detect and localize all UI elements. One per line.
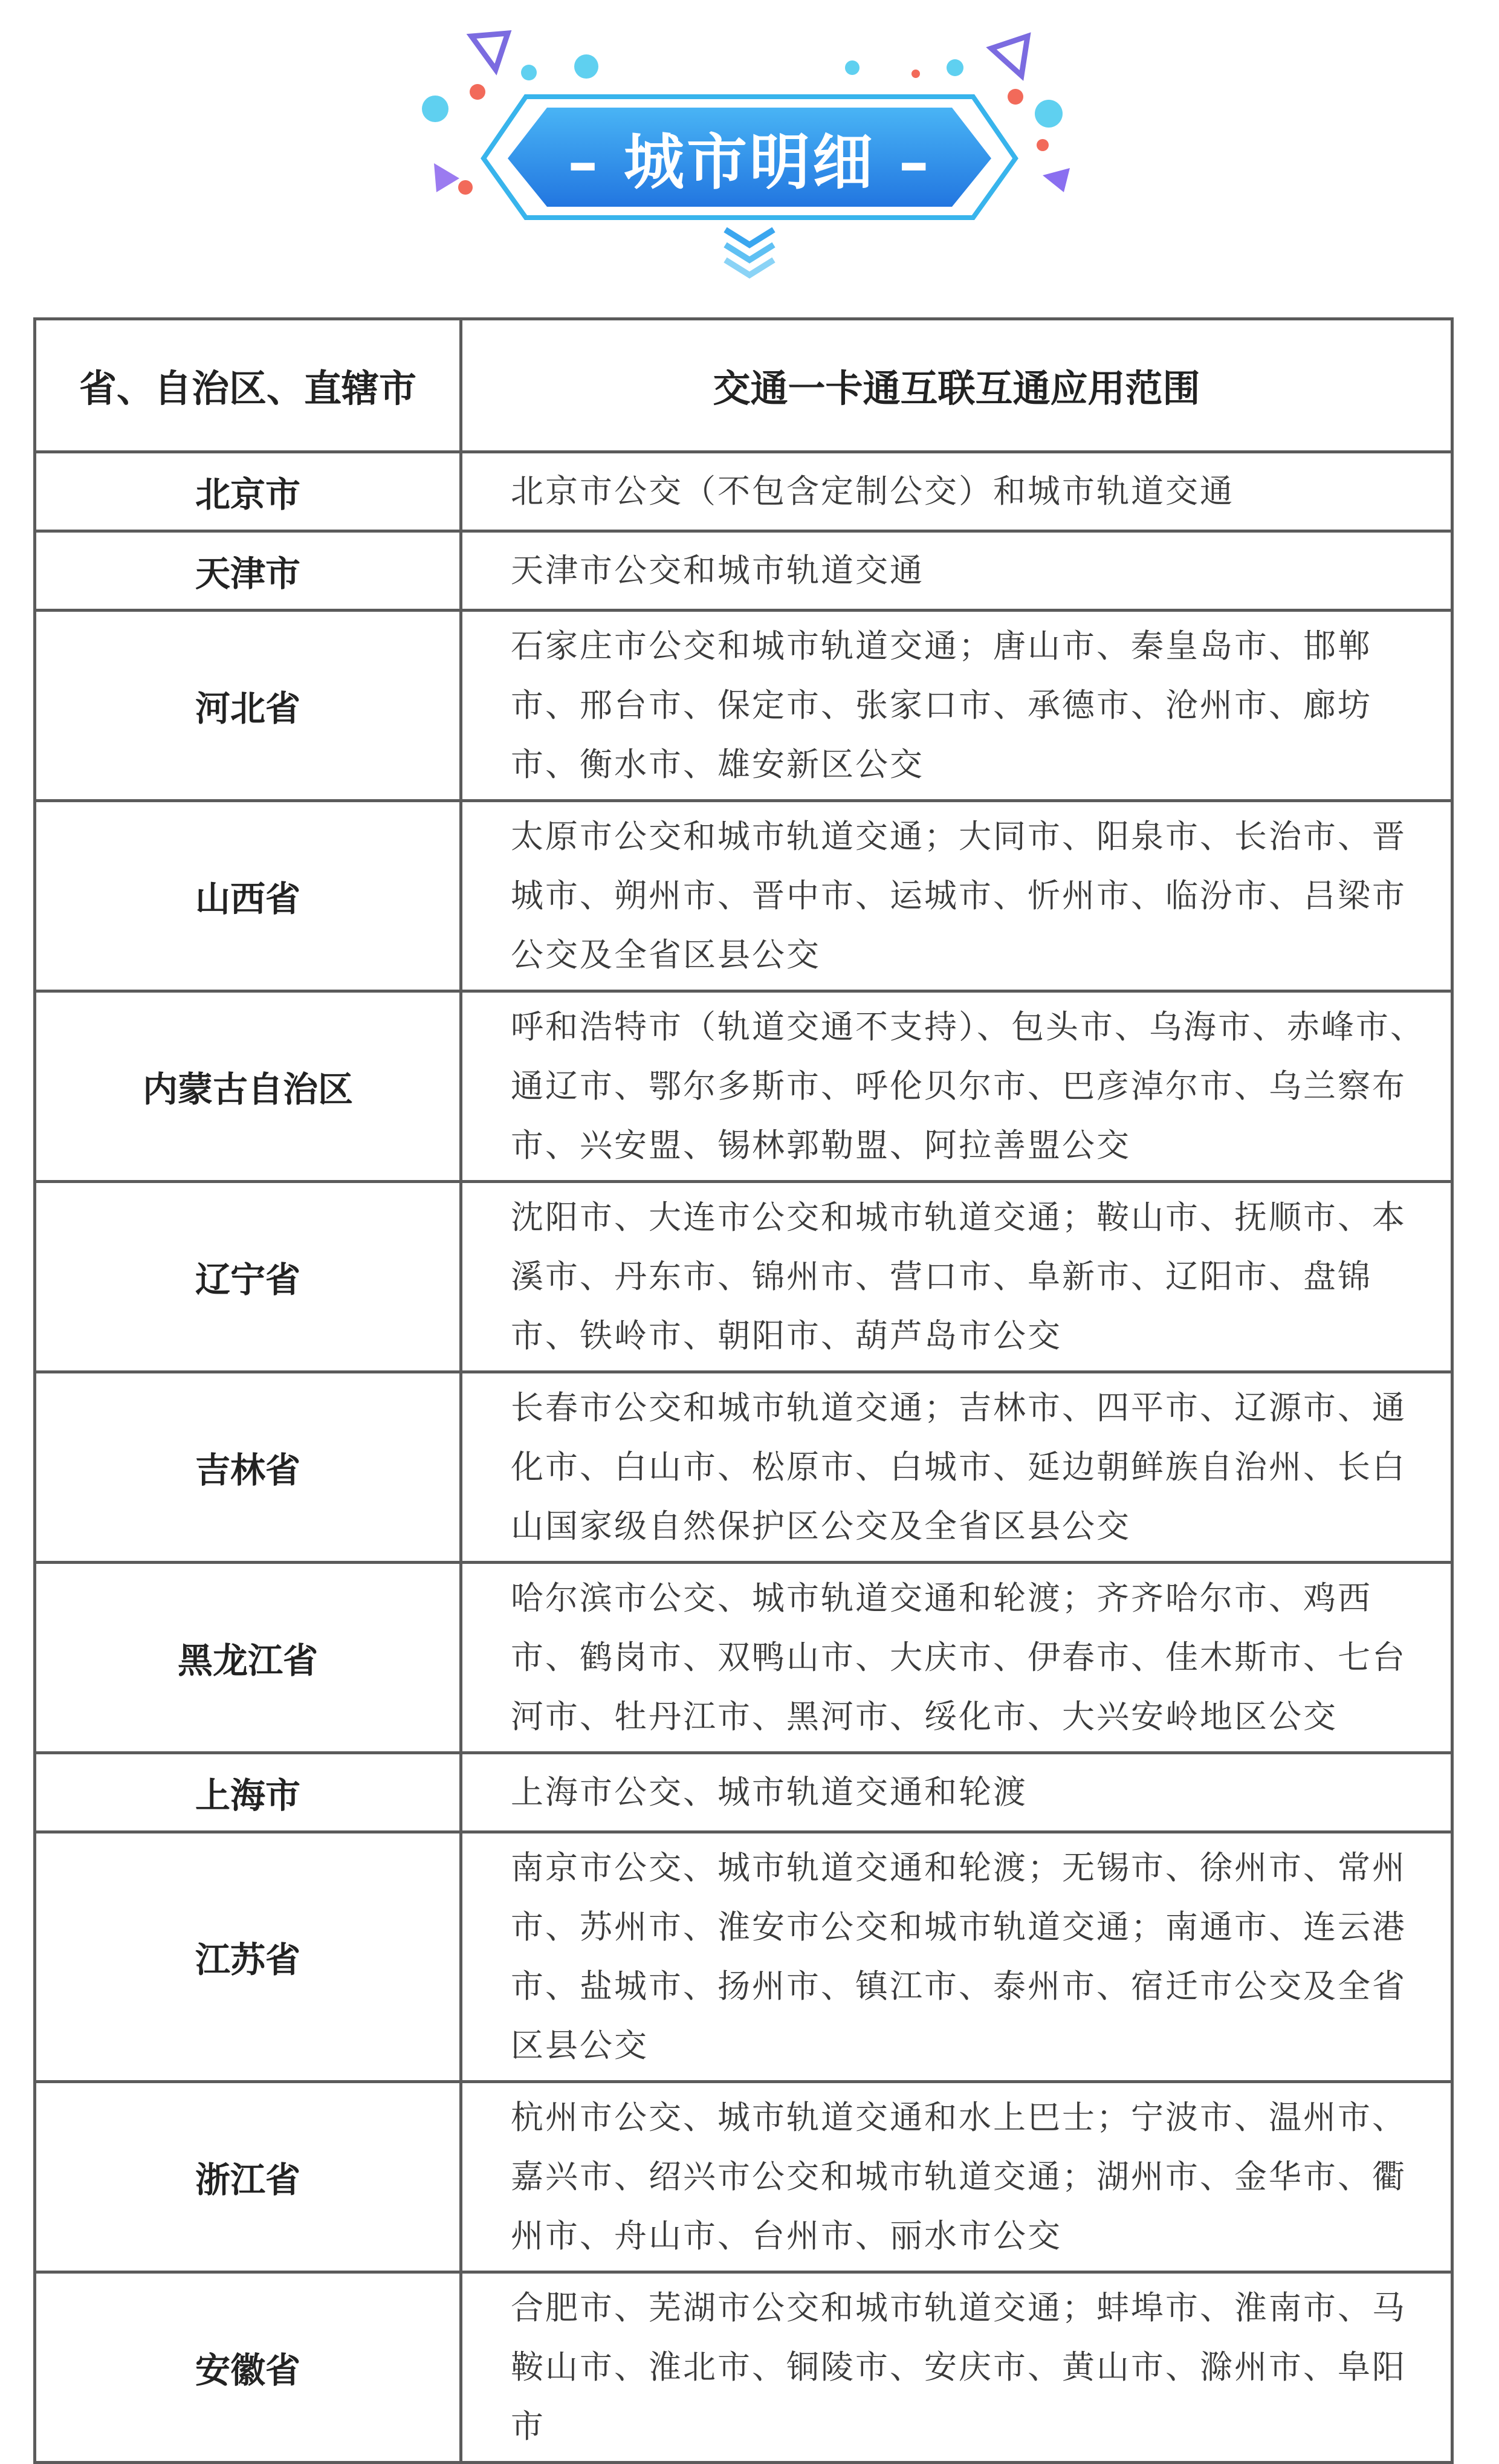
city-detail-table: [33, 317, 1454, 2464]
scope-cell: 呼和浩特市（轨道交通不支持）、包头市、乌海市、赤峰市、通辽市、鄂尔多斯市、呼伦贝尔市、巴彦淖尔市、乌兰察布市、兴安盟、锡林郭勒盟、阿拉善盟公交: [461, 991, 1452, 1182]
province-cell: 天津市: [35, 531, 461, 611]
table-row: [35, 1182, 1452, 1372]
dot-decoration-icon: [458, 180, 473, 195]
province-cell: 辽宁省: [35, 1182, 461, 1372]
province-cell: 黑龙江省: [35, 1563, 461, 1753]
scope-cell: 沈阳市、大连市公交和城市轨道交通；鞍山市、抚顺市、本溪市、丹东市、锦州市、营口市、阜新市、辽阳市、盘锦市、铁岭市、朝阳市、葫芦岛市公交: [461, 1182, 1452, 1372]
province-cell: 北京市: [35, 452, 461, 531]
table-row: [35, 452, 1452, 531]
dot-decoration-icon: [470, 84, 485, 100]
table-row: [35, 2082, 1452, 2272]
triangle-decoration-icon: [991, 36, 1028, 76]
table-row: [35, 991, 1452, 1182]
dot-decoration-icon: [1037, 139, 1049, 151]
dot-decoration-icon: [1008, 89, 1023, 105]
scope-cell: 长春市公交和城市轨道交通；吉林市、四平市、辽源市、通化市、白山市、松原市、白城市、延边朝鲜族自治州、长白山国家级自然保护区公交及全省区县公交: [461, 1372, 1452, 1563]
header-scope: 交通一卡通互联互通应用范围: [461, 319, 1452, 452]
table-row: [35, 1832, 1452, 2082]
dot-decoration-icon: [845, 60, 860, 75]
section-banner: [0, 0, 1499, 302]
table-row: [35, 611, 1452, 801]
scope-cell: 南京市公交、城市轨道交通和轮渡；无锡市、徐州市、常州市、苏州市、淮安市公交和城市轨道交通；南通市、连云港市、盐城市、扬州市、镇江市、泰州市、宿迁市公交及全省区县公交: [461, 1832, 1452, 2082]
province-cell: 内蒙古自治区: [35, 991, 461, 1182]
table-header-row: [35, 319, 1452, 452]
banner-title: – 城市明细 –: [568, 127, 931, 198]
province-cell: 吉林省: [35, 1372, 461, 1563]
province-cell: 山西省: [35, 801, 461, 991]
scope-cell: 合肥市、芜湖市公交和城市轨道交通；蚌埠市、淮南市、马鞍山市、淮北市、铜陵市、安庆市、黄山市、滁州市、阜阳市: [461, 2272, 1452, 2463]
scope-cell: 上海市公交、城市轨道交通和轮渡: [461, 1753, 1452, 1832]
table-row: [35, 531, 1452, 611]
province-cell: 安徽省: [35, 2272, 461, 2463]
table-row: [35, 801, 1452, 991]
scope-cell: 太原市公交和城市轨道交通；大同市、阳泉市、长治市、晋城市、朔州市、晋中市、运城市、忻州市、临汾市、吕梁市公交及全省区县公交: [461, 801, 1452, 991]
header-province: 省、自治区、直辖市: [35, 319, 461, 452]
dot-decoration-icon: [1035, 100, 1063, 128]
triangle-decoration-icon: [471, 33, 508, 70]
city-detail-table-wrapper: [33, 317, 1451, 2464]
dot-decoration-icon: [422, 96, 448, 122]
dot-decoration-icon: [521, 65, 537, 80]
province-cell: 上海市: [35, 1753, 461, 1832]
triangle-decoration-icon: [434, 163, 459, 192]
province-cell: 浙江省: [35, 2082, 461, 2272]
dot-decoration-icon: [911, 70, 920, 78]
scope-cell: 石家庄市公交和城市轨道交通；唐山市、秦皇岛市、邯郸市、邢台市、保定市、张家口市、承德市、沧州市、廊坊市、衡水市、雄安新区公交: [461, 611, 1452, 801]
dot-decoration-icon: [947, 59, 963, 76]
table-row: [35, 1372, 1452, 1563]
chevron-down-icon: [725, 230, 774, 245]
table-row: [35, 1753, 1452, 1832]
scope-cell: 杭州市公交、城市轨道交通和水上巴士；宁波市、温州市、嘉兴市、绍兴市公交和城市轨道交通；湖州市、金华市、衢州市、舟山市、台州市、丽水市公交: [461, 2082, 1452, 2272]
scope-cell: 北京市公交（不包含定制公交）和城市轨道交通: [461, 452, 1452, 531]
table-row: [35, 1563, 1452, 1753]
table-row: [35, 2272, 1452, 2463]
scope-cell: 天津市公交和城市轨道交通: [461, 531, 1452, 611]
scope-cell: 哈尔滨市公交、城市轨道交通和轮渡；齐齐哈尔市、鸡西市、鹤岗市、双鸭山市、大庆市、伊春市、佳木斯市、七台河市、牡丹江市、黑河市、绥化市、大兴安岭地区公交: [461, 1563, 1452, 1753]
province-cell: 河北省: [35, 611, 461, 801]
province-cell: 江苏省: [35, 1832, 461, 2082]
dot-decoration-icon: [574, 54, 598, 79]
triangle-decoration-icon: [1043, 168, 1070, 192]
